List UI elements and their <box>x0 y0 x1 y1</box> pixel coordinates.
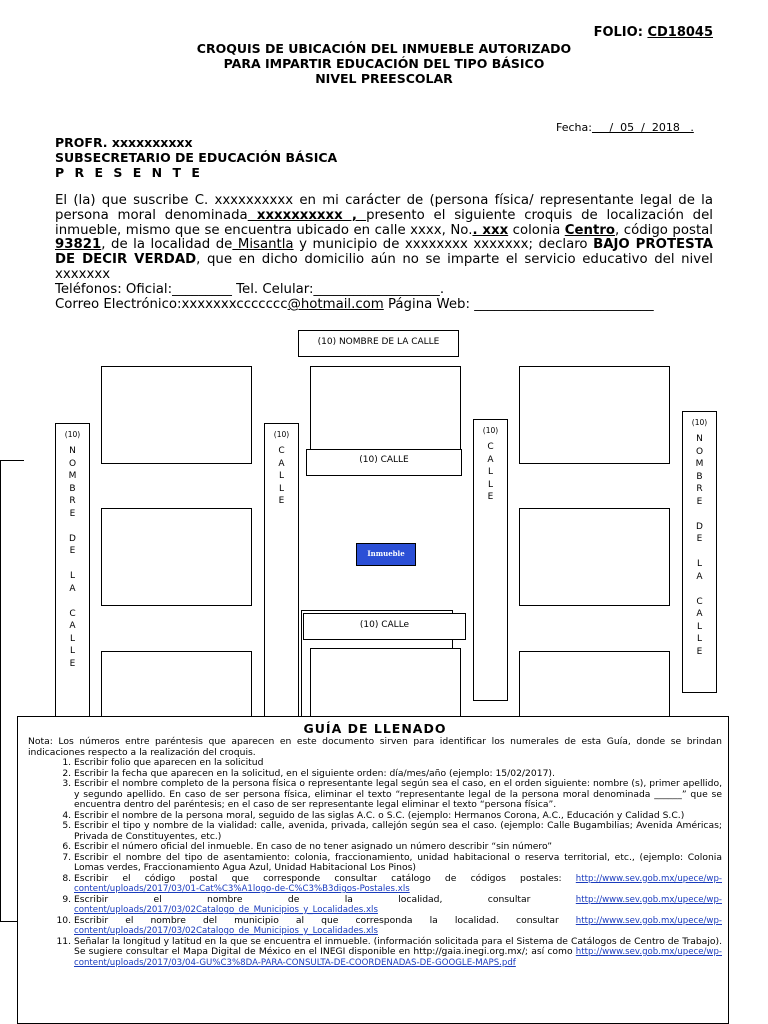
filling-guide <box>17 716 729 1024</box>
guide-item: 2. Escribir la fecha que aparecen en la solicitud, en el siguiente orden: día/mes/año (ejemplo: 15/02/2017). <box>74 769 722 780</box>
document-title-line-3: NIVEL PREESCOLAR <box>315 71 453 86</box>
city-block <box>519 508 670 606</box>
left-street-label <box>55 423 90 721</box>
localidad-field: Misantla <box>232 237 294 253</box>
middle-street-label: (10) CALLE <box>306 449 462 476</box>
center-left-street-label <box>264 423 299 721</box>
body-text-6: y municipio de xxxxxxxx xxxxxxx; declaro <box>293 237 594 253</box>
guide-title: GUÍA DE LLENADO <box>303 721 447 736</box>
body-text-2: presento el siguiente croquis de localización del inmueble, mismo que se encuentra ubicado en calle xxxx, No. <box>55 207 713 238</box>
left-street-name: N O M B R E D E L A C A L L E <box>68 446 77 669</box>
right-street-name: N O M B R E D E L A C A L L E <box>695 434 704 657</box>
city-block <box>101 651 252 721</box>
center-left-street-name: C A L L E <box>278 446 285 506</box>
guide-item: 1. Escribir folio que aparecen en la solicitud <box>74 758 722 769</box>
city-block <box>101 366 252 464</box>
protesta-text: BAJO PROTESTA DE DECIR VERDAD <box>55 237 714 268</box>
guide-item: 10. Escribir el nombre del municipio al que corresponda la localidad. consultar http://www.sev.gob.mx/upece/wp-content/uploads/2017/03/02Catalogo_de_Municipios_y_Localidades.xls <box>74 916 722 937</box>
moral-name-field: xxxxxxxxxx , <box>247 207 367 223</box>
email-domain[interactable]: @hotmail.com <box>287 297 384 312</box>
colonia-field: Centro <box>564 222 616 238</box>
city-block <box>519 366 670 464</box>
guide-item-link[interactable]: http://www.sev.gob.mx/upece/wp-content/uploads/2017/03/01-Cat%C3%A1logo-de-C%C3%B3digos-Postales.xls <box>74 873 722 894</box>
document-title-line-1: CROQUIS DE UBICACIÓN DEL INMUEBLE AUTORIZADO <box>196 41 572 56</box>
folio-label: FOLIO: <box>593 25 643 40</box>
date-label: Fecha: <box>556 121 592 134</box>
body-text-4: , código postal <box>615 222 713 238</box>
body-text-1: El (la) que suscribe C. xxxxxxxxxx en mi carácter de (persona física/ representante legal de la persona moral denominada <box>55 193 713 223</box>
guide-list <box>28 758 722 968</box>
right-street-label <box>682 411 717 693</box>
guide-item: 9. Escribir el nombre de la localidad, consultar http://www.sev.gob.mx/upece/wp-content/uploads/2017/03/02Catalogo_de_Municipios_y_Localidades.xls <box>74 895 722 916</box>
street-number-field: . xxx <box>472 222 509 238</box>
guide-item: 4. Escribir el nombre de la persona moral, seguido de las siglas A.C. o S.C. (ejemplo: Hermanos Corona, A.C., Educación y Calidad S.C.) <box>74 811 722 822</box>
body-text-3: colonia <box>508 222 565 238</box>
presente-label: P R E S E N T E <box>55 165 203 180</box>
postal-code-field: 93821 <box>55 237 102 253</box>
phones-line <box>55 282 444 297</box>
center-right-street-label <box>473 419 508 701</box>
inmueble-marker: Inmueble <box>356 543 416 566</box>
document-title-line-2: PARA IMPARTIR EDUCACIÓN DEL TIPO BÁSICO <box>223 56 545 71</box>
body-text-7: , que en dicho domicilio aún no se imparte el servicio educativo del nivel xxxxxxx <box>55 252 713 282</box>
guide-item: 11. Señalar la longitud y latitud en la que se encuentra el inmueble. (información solicitada para el Sistema de Catálogos de Centro de Trabajo). Se sugiere consultar el Mapa Digital de México en el INEGI disponible en http://gaia.inegi.org.mx/; así como http://www.sev.gob.mx/upece/wp-content/uploads/2017/03/04-GU%C3%8DA-PARA-CONSULTA-DE-COORDENADAS-DE-GOOGLE-MAPS.pdf <box>74 937 722 969</box>
street-number-ref: (10) <box>691 418 708 427</box>
guide-item: 3. Escribir el nombre completo de la persona física o representante legal según sea el caso, en el orden siguiente: nombre (s), primer apellido, y segundo apellido. En caso de ser persona física, eliminar el texto “representante legal de la persona moral denominada ______” que se encuentra dentro del paréntesis; en el caso de ser representante legal eliminar el texto “persona física”. <box>74 779 722 811</box>
date-field <box>556 121 694 134</box>
guide-item: 5. Escribir el tipo y nombre de la vialidad: calle, avenida, privada, callejón según sea el caso. (ejemplo: Calle Bugambilias; Avenida Américas; Privada de Constituyentes, etc.) <box>74 821 722 842</box>
city-block <box>101 508 252 606</box>
city-block <box>519 651 670 721</box>
request-paragraph <box>55 194 713 283</box>
street-number-ref: (10) <box>64 430 81 439</box>
guide-item: 6. Escribir el número oficial del inmueble. En caso de no tener asignado un número describir “sin número” <box>74 842 722 853</box>
body-text-5: , de la localidad de <box>101 237 233 253</box>
top-street-label: (10) NOMBRE DE LA CALLE <box>298 330 459 357</box>
guide-item: 7. Escribir el nombre del tipo de asentamiento: colonia, fraccionamiento, unidad habitacional o reserva territorial, etc., (ejemplo: Colonia Lomas verdes, Fraccionamiento Agua Azul, Unidad Habitacional Los Pinos) <box>74 853 722 874</box>
addressee-name: PROFR. xxxxxxxxxx <box>55 135 193 150</box>
email-line <box>55 297 654 312</box>
city-block <box>310 648 461 720</box>
date-value: / 05 / 2018 . <box>591 121 694 134</box>
webpage-label: Página Web: ___________________________ <box>383 297 654 312</box>
folio <box>594 25 713 40</box>
center-right-street-name: C A L L E <box>487 442 494 502</box>
guide-item-link[interactable]: http://www.sev.gob.mx/upece/wp-content/uploads/2017/03/04-GU%C3%8DA-PARA-CONSULTA-DE-COORDENADAS-DE-GOOGLE-MAPS.pdf <box>74 947 722 968</box>
email-label: Correo Electrónico:xxxxxxxccccccc <box>55 297 288 312</box>
folio-number: CD18045 <box>647 25 713 40</box>
guide-item: 8. Escribir el código postal que corresponde consultar catálogo de códigos postales: http://www.sev.gob.mx/upece/wp-content/uploads/2017/03/01-Cat%C3%A1logo-de-C%C3%B3digos-Postales.xls <box>74 874 722 895</box>
street-number-ref: (10) <box>482 426 499 435</box>
guide-item-link[interactable]: http://www.sev.gob.mx/upece/wp-content/uploads/2017/03/02Catalogo_de_Municipios_y_Localidades.xls <box>74 915 722 936</box>
addressee-position: SUBSECRETARIO DE EDUCACIÓN BÁSICA <box>55 150 338 165</box>
guide-item-link[interactable]: http://www.sev.gob.mx/upece/wp-content/uploads/2017/03/02Catalogo_de_Municipios_y_Localidades.xls <box>74 894 722 915</box>
guide-note: Nota: Los números entre paréntesis que aparecen en este documento sirven para identificar los numerales de esta Guía, donde se brindan indicaciones respecto a la realización del croquis. <box>28 736 722 758</box>
street-number-ref: (10) <box>273 430 290 439</box>
mobile-blank: ___________________. <box>313 282 445 297</box>
phones-label: Teléfonos: Oficial:_________ Tel. Celular: <box>55 282 314 297</box>
lower-street-label: (10) CALLe <box>303 613 466 640</box>
